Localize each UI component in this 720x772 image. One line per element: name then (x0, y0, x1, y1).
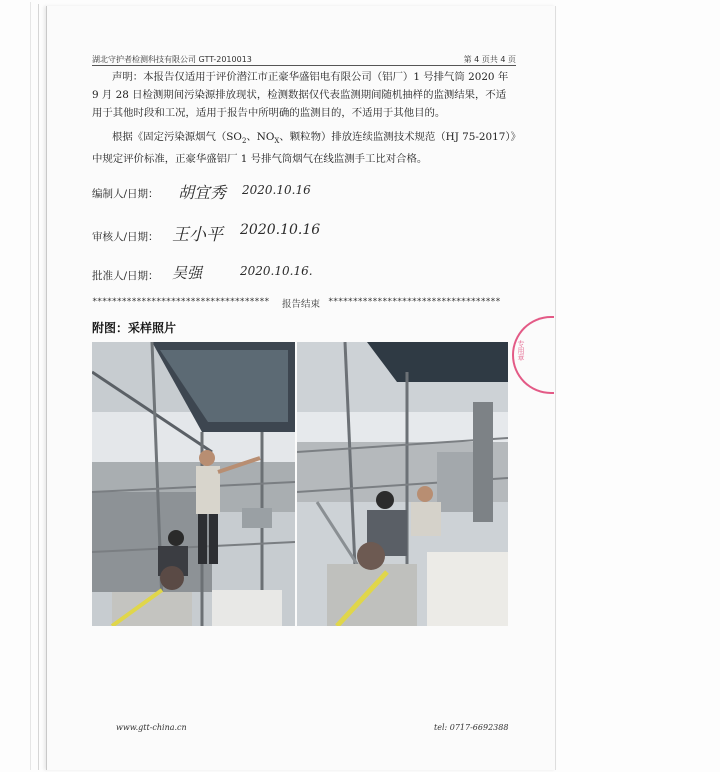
compiler-signature: 胡宜秀 (178, 183, 227, 202)
sampling-photo-1 (92, 342, 295, 626)
footer-telephone: tel: 0717-6692388 (434, 723, 509, 732)
conclusion-text: 、颗粒物）排放连续监测技术规范（HJ 75-2017）》中规定评价标准，正豪华盛铝厂 1 号排气筒烟气在线监测手工比对合格。 (92, 131, 516, 166)
footer-website: www.gtt-china.cn (116, 723, 187, 732)
reviewer-date: 2020.10.16 (240, 222, 321, 238)
header-company: 湖北守护者检测科技有限公司 GTT-2010013 (92, 55, 252, 64)
report-end-text: 报告结束 (280, 296, 322, 310)
end-stars-right: *********************************** (328, 297, 501, 307)
reviewer-signature: 王小平 (172, 225, 223, 245)
compiler-row (92, 186, 178, 201)
approver-date: 2020.10.16. (240, 264, 313, 278)
sampling-photo-1-image (92, 342, 295, 626)
header-rule (92, 65, 516, 66)
reviewer-label: 审核人/日期： (92, 231, 159, 243)
conclusion-paragraph (92, 128, 516, 168)
compiler-date: 2020.10.16 (242, 183, 311, 197)
approver-signature: 吴强 (172, 264, 203, 282)
statement-paragraph: 声明：本报告仅适用于评价潜江市正豪华盛铝电有限公司（铝厂）1 号排气筒 2020 年 9 月 28 日检测期间污染源排放现状，检测数据仅代表监测期间随机抽样的监测结果，不适用于其他时段和工况，适用于报告中所明确的监测目的，不适用于其他目的。 (92, 71, 509, 119)
approver-row (92, 268, 178, 283)
compiler-label: 编制人/日期： (92, 188, 159, 200)
subscript: X (274, 137, 280, 146)
sampling-photo-2 (297, 342, 508, 626)
seal-stamp-text: 专用章 (517, 340, 525, 361)
report-end-marker (92, 296, 516, 310)
appendix-title: 附图：采样照片 (92, 321, 177, 335)
conclusion-text: 根据《固定污染源烟气（SO (112, 131, 242, 143)
approver-label: 批准人/日期： (92, 270, 159, 282)
header-page-number: 第 4 页共 4 页 (463, 55, 516, 64)
end-stars-left: ************************************ (92, 297, 270, 307)
conclusion-text: 、NO (246, 131, 275, 143)
subscript: 2 (241, 137, 247, 146)
reviewer-row (92, 229, 178, 244)
sampling-photo-2-image (297, 342, 508, 626)
